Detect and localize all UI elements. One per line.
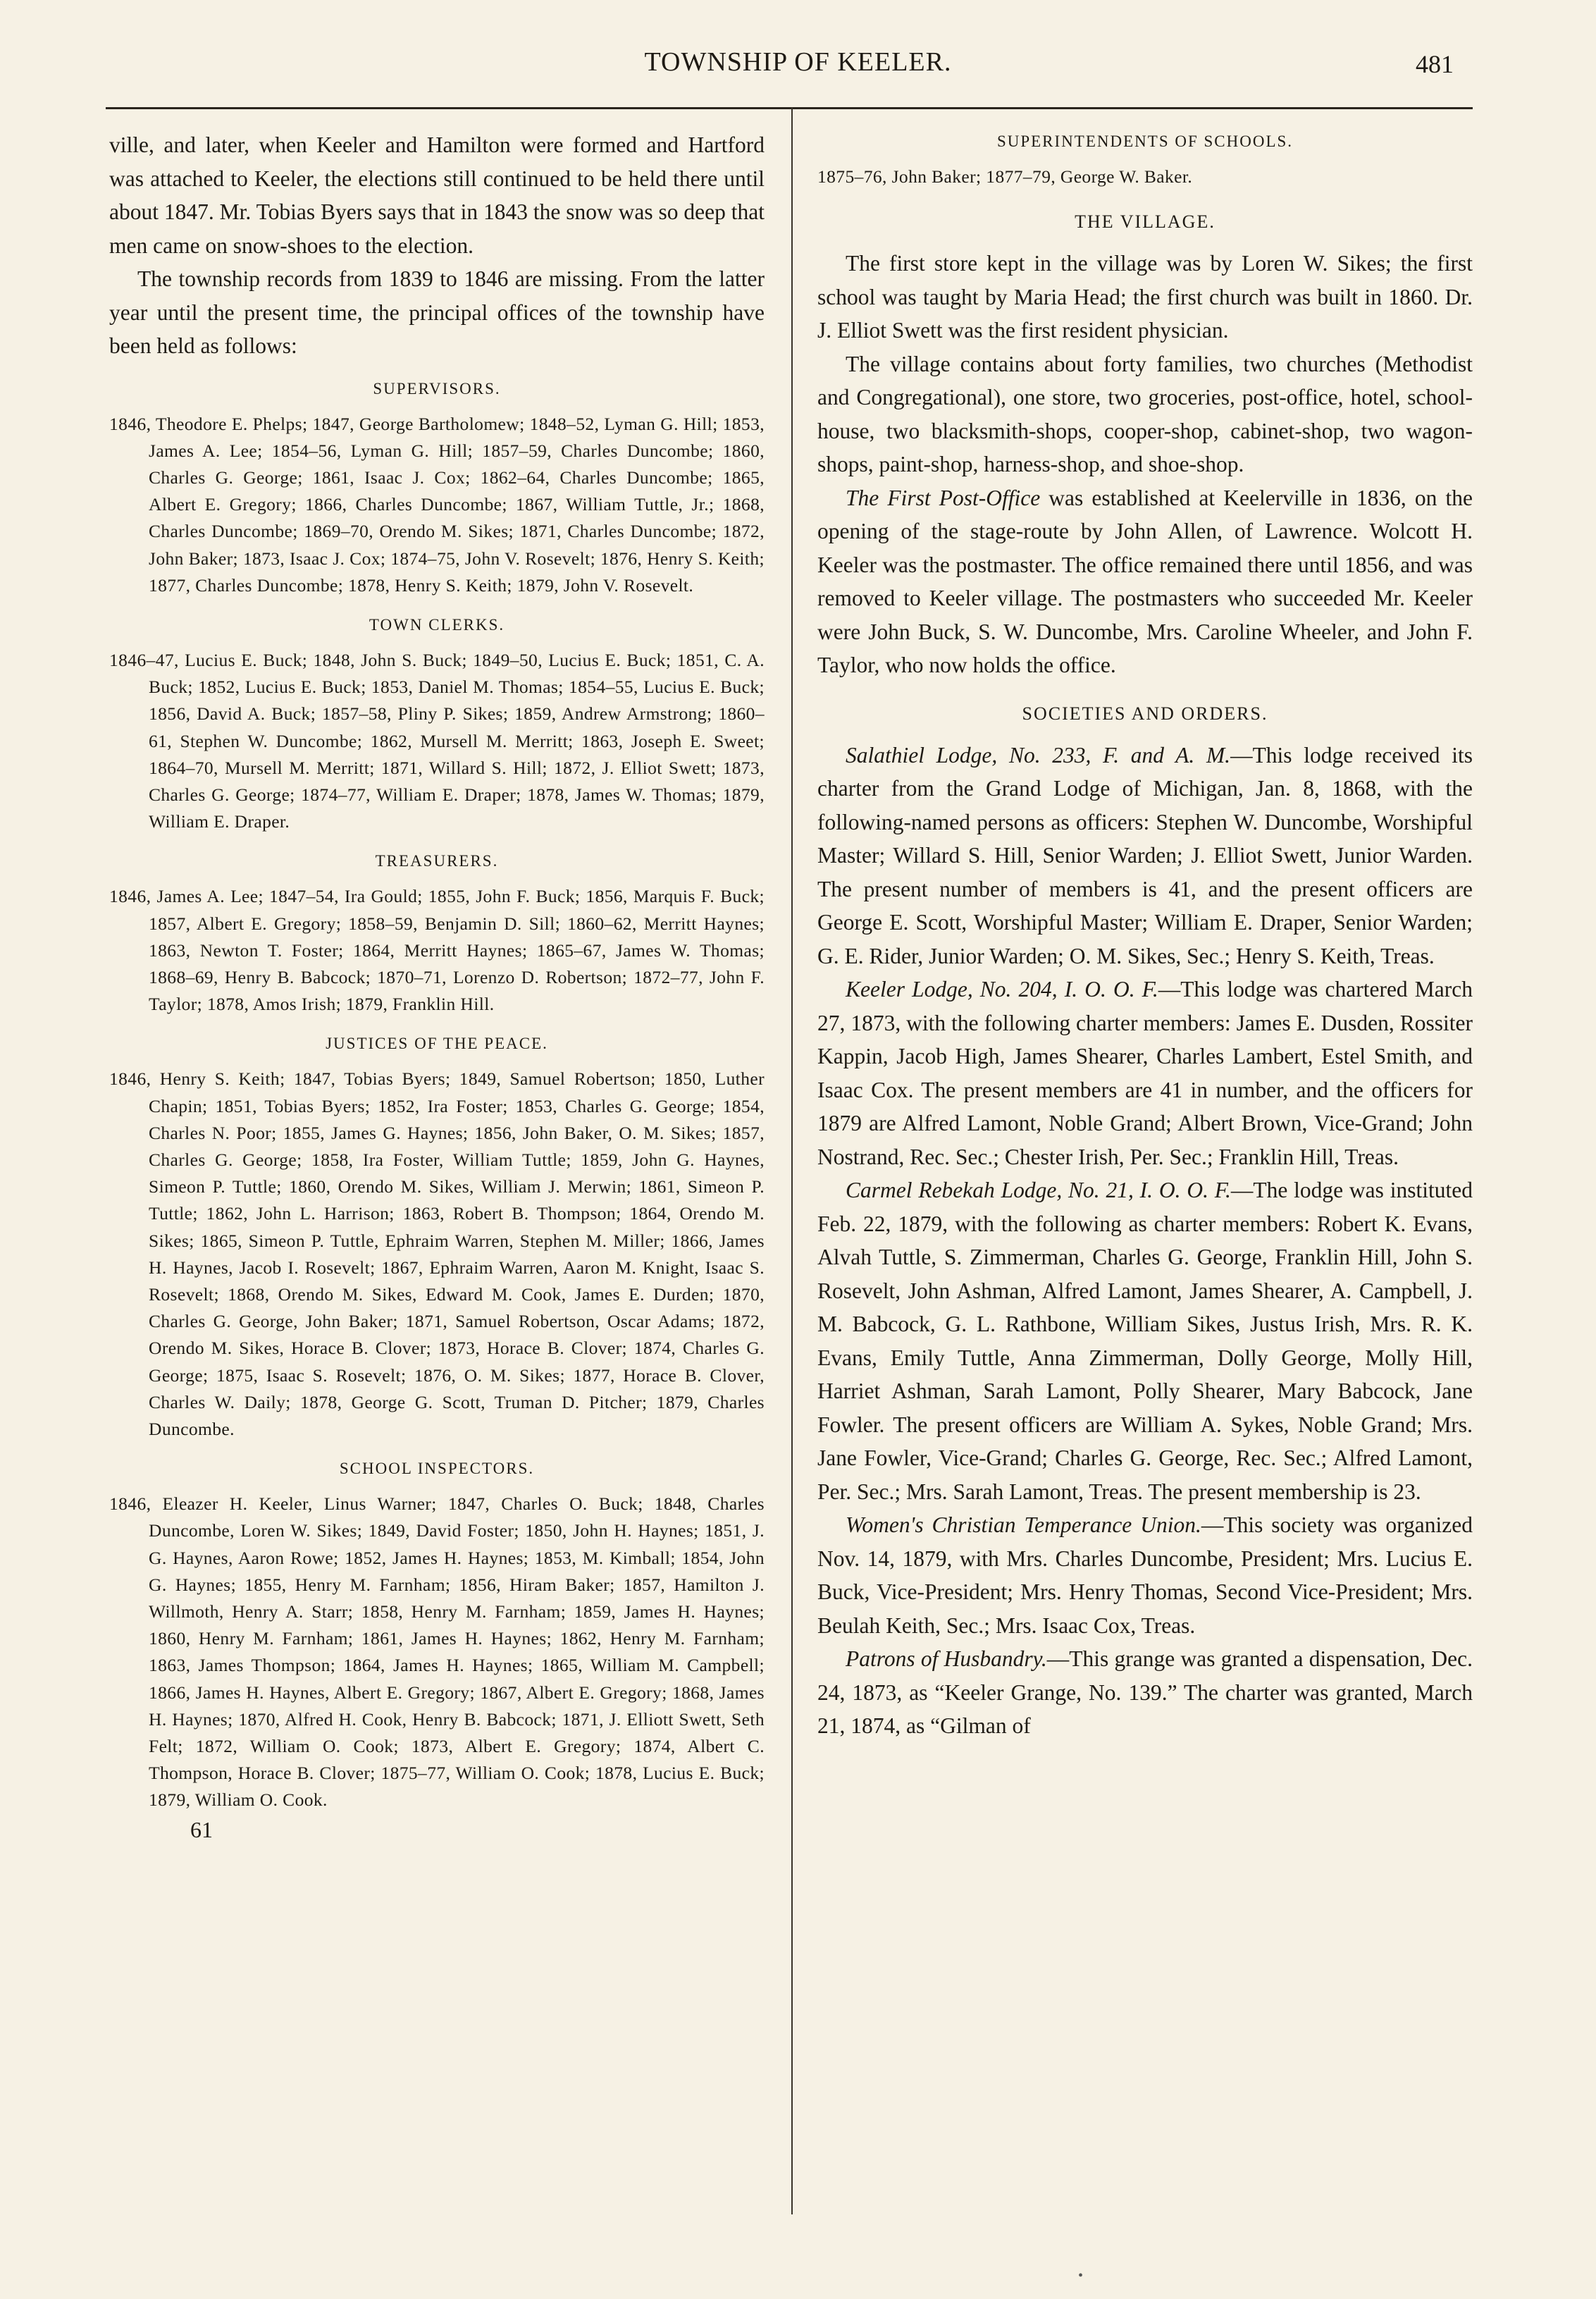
school-inspectors-heading: SCHOOL INSPECTORS. (339, 1460, 535, 1478)
supervisors-heading: SUPERVISORS. (373, 379, 501, 397)
treasurers-heading: TREASURERS. (375, 852, 499, 870)
salathiel-lodge-paragraph (817, 739, 1473, 973)
right-column (817, 128, 1473, 1743)
keeler-lodge-text: —This lodge was chartered March 27, 1873, with the following charter members: James E. Dusden, Rossiter Kappin, Jacob High, James Shearer, Charles Lambert, Estel Smith, and Isaac Cox. The present members are 41 in number, and the officers for 1879 are Alfred Lamont, Noble Grand; Albert Brown, Vice-Grand; John Nostrand, Rec. Sec.; Chester Irish, Per. Sec.; Franklin Hill, Treas. (817, 977, 1473, 1169)
treasurers-list: 1846, James A. Lee; 1847–54, Ira Gould; 1855, John F. Buck; 1856, Marquis F. Buck; 1857, Albert E. Gregory; 1858–59, Benjamin D. Sill; 1860–62, Merritt Haynes; 1863, Newton T. Foster; 1864, Merritt Haynes; 1865–67, James W. Thomas; 1868–69, Henry B. Babcock; 1870–71, Lorenzo D. Robertson; 1872–77, John F. Taylor; 1878, Amos Irish; 1879, Franklin Hill. (109, 886, 765, 1015)
running-head (0, 41, 1596, 83)
intro-paragraph: ville, and later, when Keeler and Hamilton were formed and Hartford was attached to Keeler, the elections still continued to be held there until about 1847. Mr. Tobias Byers says that in 1843 the snow was so deep that men came on snow-shoes to the election. (109, 132, 765, 258)
header-rule (106, 107, 1473, 109)
town-clerks-heading: TOWN CLERKS. (369, 615, 505, 634)
salathiel-lodge-title: Salathiel Lodge, No. 233, F. and A. M. (846, 742, 1231, 768)
superintendents-list: 1875–76, John Baker; 1877–79, George W. Baker. (817, 166, 1193, 187)
village-paragraph-2: The village contains about forty families, two churches (Methodist and Congregational), one store, two groceries, post-office, hotel, school-house, two blacksmith-shops, cooper-shop, cabinet-shop, two wagon-shops, paint-shop, harness-shop, and shoe-shop. (817, 351, 1473, 477)
signature-folio: 61 (190, 1816, 213, 1842)
societies-heading: SOCIETIES AND ORDERS. (1022, 703, 1268, 724)
wctu-text: —This society was organized Nov. 14, 1879, with Mrs. Charles Duncombe, President; Mrs. Lucius E. Buck, Vice-President; Mrs. Henry Thomas, Second Vice-President; Mrs. Beulah Keith, Sec.; Mrs. Isaac Cox, Treas. (817, 1512, 1473, 1638)
page-number: 481 (1416, 50, 1454, 78)
supervisors-list: 1846, Theodore E. Phelps; 1847, George Bartholomew; 1848–52, Lyman G. Hill; 1853, James A. Lee; 1854–56, Lyman G. Hill; 1857–59, Charles Duncombe; 1860, Charles G. George; 1861, Isaac J. Cox; 1862–64, Charles Duncombe; 1865, Albert E. Gregory; 1866, Charles Duncombe; 1867, William Tuttle, Jr.; 1868, Charles Duncombe; 1869–70, Orendo M. Sikes; 1871, Charles Duncombe; 1872, John Baker; 1873, Isaac J. Cox; 1874–75, John V. Rosevelt; 1876, Henry S. Keith; 1877, Charles Duncombe; 1878, Henry S. Keith; 1879, John V. Rosevelt. (109, 413, 765, 596)
post-office-title: The First Post-Office (846, 485, 1041, 510)
records-paragraph: The township records from 1839 to 1846 are missing. From the latter year until the present time, the principal offices of the township have been held as follows: (109, 266, 765, 358)
superintendents-heading: SUPERINTENDENTS OF SCHOOLS. (996, 132, 1294, 150)
patrons-text: —This grange was granted a dispensation, Dec. 24, 1873, as “Keeler Grange, No. 139.” The charter was granted, March 21, 1874, as “Gilman of (817, 1646, 1473, 1739)
post-office-paragraph (817, 481, 1473, 682)
carmel-lodge-text: —The lodge was instituted Feb. 22, 1879, with the following as charter members: Robert K. Evans, Alvah Tuttle, S. Zimmerman, Charles G. George, Franklin Hill, John S. Rosevelt, John Ashman, Alfred Lamont, James Shearer, A. Campbell, J. M. Babcock, G. L. Rathbone, William Sikes, Justus Irish, Mrs. R. K. Evans, Emily Tuttle, Anna Zimmerman, Dolly George, Molly Hill, Harriet Ashman, Sarah Lamont, Polly Shearer, Mary Babcock, Jane Fowler. The present officers are William A. Sykes, Noble Grand; Mrs. Jane Fowler, Vice-Grand; Charles G. George, Rec. Sec.; Alfred Lamont, Per. Sec.; Mrs. Sarah Lamont, Treas. The present membership is 23. (817, 1178, 1473, 1504)
left-column (109, 128, 765, 1843)
village-paragraph-1: The first store kept in the village was by Loren W. Sikes; the first school was taught by Maria Head; the first church was built in 1860. Dr. J. Elliot Swett was the first resident physician. (817, 251, 1473, 343)
patrons-title: Patrons of Husbandry. (846, 1646, 1047, 1672)
post-office-text: was established at Keelerville in 1836, on the opening of the stage-route by John Allen, of Lawrence. Wolcott H. Keeler was the postmaster. The office remained there until 1856, and was removed to Keeler village. The postmasters who succeeded Mr. Keeler were John Buck, S. W. Duncombe, Mrs. Caroline Wheeler, and John F. Taylor, who now holds the office. (817, 485, 1473, 678)
justices-heading: JUSTICES OF THE PEACE. (326, 1035, 548, 1053)
carmel-lodge-paragraph (817, 1173, 1473, 1508)
wctu-paragraph (817, 1508, 1473, 1642)
carmel-lodge-title: Carmel Rebekah Lodge, No. 21, I. O. O. F. (846, 1178, 1231, 1203)
keeler-lodge-title: Keeler Lodge, No. 204, I. O. O. F. (846, 977, 1158, 1002)
school-inspectors-list: 1846, Eleazer H. Keeler, Linus Warner; 1847, Charles O. Buck; 1848, Charles Duncombe, Loren W. Sikes; 1849, David Foster; 1850, John H. Haynes; 1851, J. G. Haynes, Aaron Rowe; 1852, James H. Haynes; 1853, M. Kimball; 1854, John G. Haynes; 1855, Henry M. Farnham; 1856, Hiram Baker; 1857, Hamilton J. Willmoth, Henry A. Starr; 1858, Henry M. Farnham; 1859, James H. Haynes; 1860, Henry M. Farnham; 1861, James H. Haynes; 1862, Henry M. Farnham; 1863, James Thompson; 1864, James H. Haynes; 1865, William M. Campbell; 1866, James H. Haynes, Albert E. Gregory; 1867, Albert E. Gregory; 1868, James H. Haynes; 1870, Alfred H. Cook, Henry B. Babcock; 1871, J. Elliott Swett, Seth Felt; 1872, William O. Cook; 1873, Albert E. Gregory; 1874, Albert C. Thompson, Horace B. Clover; 1875–77, William O. Cook; 1878, Lucius E. Buck; 1879, William O. Cook. (109, 1493, 765, 1811)
column-divider (791, 107, 793, 2214)
salathiel-lodge-text: —This lodge received its charter from the Grand Lodge of Michigan, Jan. 8, 1868, with the following-named persons as officers: Stephen W. Duncombe, Worshipful Master; Willard S. Hill, Senior Warden; J. Elliot Swett, Junior Warden. The present number of members is 41, and the present officers are George E. Scott, Worshipful Master; William E. Draper, Senior Warden; G. E. Rider, Junior Warden; O. M. Sikes, Sec.; Henry S. Keith, Treas. (817, 742, 1473, 968)
wctu-title: Women's Christian Temperance Union. (846, 1512, 1201, 1538)
ink-mark-icon: • (1078, 2268, 1084, 2283)
patrons-paragraph (817, 1642, 1473, 1743)
town-clerks-list: 1846–47, Lucius E. Buck; 1848, John S. Buck; 1849–50, Lucius E. Buck; 1851, C. A. Buck; 1852, Lucius E. Buck; 1853, Daniel M. Thomas; 1854–55, Lucius E. Buck; 1856, David A. Buck; 1857–58, Pliny P. Sikes; 1859, Andrew Armstrong; 1860–61, Stephen W. Duncombe; 1862, Mursell M. Merritt; 1863, Joseph E. Sweet; 1864–70, Mursell M. Merritt; 1871, Willard S. Hill; 1872, J. Elliot Swett; 1873, Charles G. George; 1874–77, William E. Draper; 1878, James W. Thomas; 1879, William E. Draper. (109, 649, 765, 832)
justices-list: 1846, Henry S. Keith; 1847, Tobias Byers; 1849, Samuel Robertson; 1850, Luther Chapin; 1851, Tobias Byers; 1852, Ira Foster; 1853, Charles G. George; 1854, Charles N. Poor; 1855, James G. Haynes; 1856, John Baker, O. M. Sikes; 1857, Charles G. George; 1858, Ira Foster, William Tuttle; 1859, John G. Haynes, Simeon P. Tuttle; 1860, Orendo M. Sikes, William J. Merwin; 1861, Simeon P. Tuttle; 1862, John L. Harrison; 1863, Robert B. Thompson; 1864, Orendo M. Sikes; 1865, Simeon P. Tuttle, Ephraim Warren, Stephen M. Miller; 1866, James H. Haynes, Jacob I. Rosevelt; 1867, Ephraim Warren, Aaron M. Knight, Isaac S. Rosevelt; 1868, Orendo M. Sikes, Edward M. Cook, James E. Durden; 1870, Charles G. George, John Baker; 1871, Samuel Robertson, Oscar Adams; 1872, Orendo M. Sikes, Horace B. Clover; 1873, Horace B. Clover; 1874, Charles G. George; 1875, Isaac S. Rosevelt; 1876, O. M. Sikes; 1877, Horace B. Clover, Charles W. Daily; 1878, George G. Scott, Truman D. Pitcher; 1879, Charles Duncombe. (109, 1068, 765, 1439)
page-title: TOWNSHIP OF KEELER. (644, 47, 952, 77)
keeler-lodge-paragraph (817, 973, 1473, 1173)
village-heading: THE VILLAGE. (1075, 211, 1215, 233)
